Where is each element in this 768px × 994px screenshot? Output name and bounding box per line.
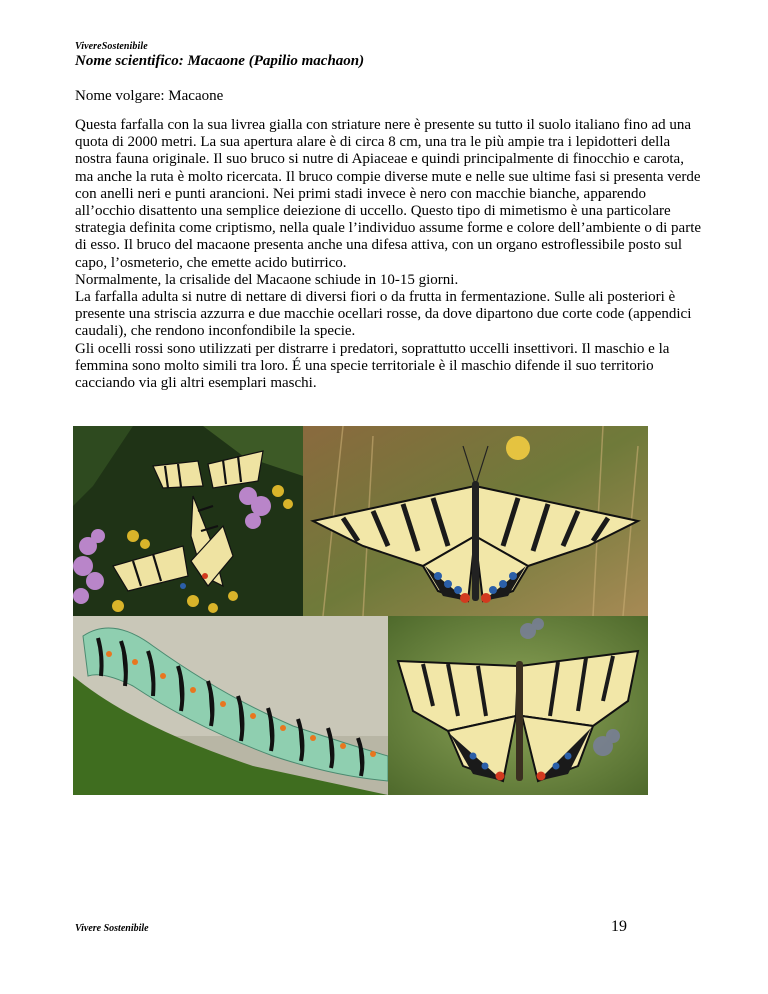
header-brand: VivereSostenibile <box>75 41 148 52</box>
page-number: 19 <box>611 918 627 935</box>
photo-swallowtail-on-plant <box>388 616 648 795</box>
common-name-line: Nome volgare: Macaone <box>75 88 224 104</box>
photo-butterfly-wings-open <box>303 426 648 616</box>
photo-swallowtail-caterpillar <box>73 616 388 795</box>
paragraph-chrysalis: Normalmente, la crisalide del Macaone schiude in 10-15 giorni. <box>75 271 459 288</box>
photo-collage <box>73 426 648 795</box>
paragraph-adult: La farfalla adulta si nutre di nettare di diversi fiori o da frutta in fermentazione. Sulle ali posteriori è presente una striscia azzurra e due macchie ocellari rosse, da dove dipartono due corte code (appendici caudali), che rendono inconfondibile la specie. <box>75 289 692 340</box>
paragraph-description: Questa farfalla con la sua livrea gialla con striature nere è presente su tutto il suolo italiano fino ad una quota di 2000 metri. La sua apertura alare è di circa 8 cm, una tra le più ampie tra i lepidotteri della nostra fauna originale. Il suo bruco si nutre di Apiaceae e quindi principalmente di finocchio e carota, ma anche la ruta è molto ricercata. Il bruco compie diverse mute e nelle sue ultime fasi si presenta verde con anelli neri e punti arancioni. Nei primi stadi invece è nero con macchie bianche, apparendo all’occhio disattento una semplice deiezione di uccello. Questo tipo di mimetismo è una particolare strategia definita come criptismo, nella quale l’individuo assume forme e colore dell’ambiente o di parte di esso. Il bruco del macaone presenta anche una difesa attiva, con un organo estroflessibile posto sul capo, l’osmeterio, che emette acido butirrico. <box>75 117 702 271</box>
paragraph-eyespots: Gli ocelli rossi sono utilizzati per distrarre i predatori, soprattutto uccelli insettivori. Il maschio e la femmina sono molto simili tra loro. É una specie territoriale è il maschio difende il suo territorio cacciando via gli altri esemplari maschi. <box>75 340 670 392</box>
page-title: Nome scientifico: Macaone (Papilio machaon) <box>75 53 365 69</box>
footer-brand: Vivere Sostenibile <box>75 923 149 934</box>
photo-butterflies-on-flowers <box>73 426 303 616</box>
body-text <box>75 117 705 392</box>
